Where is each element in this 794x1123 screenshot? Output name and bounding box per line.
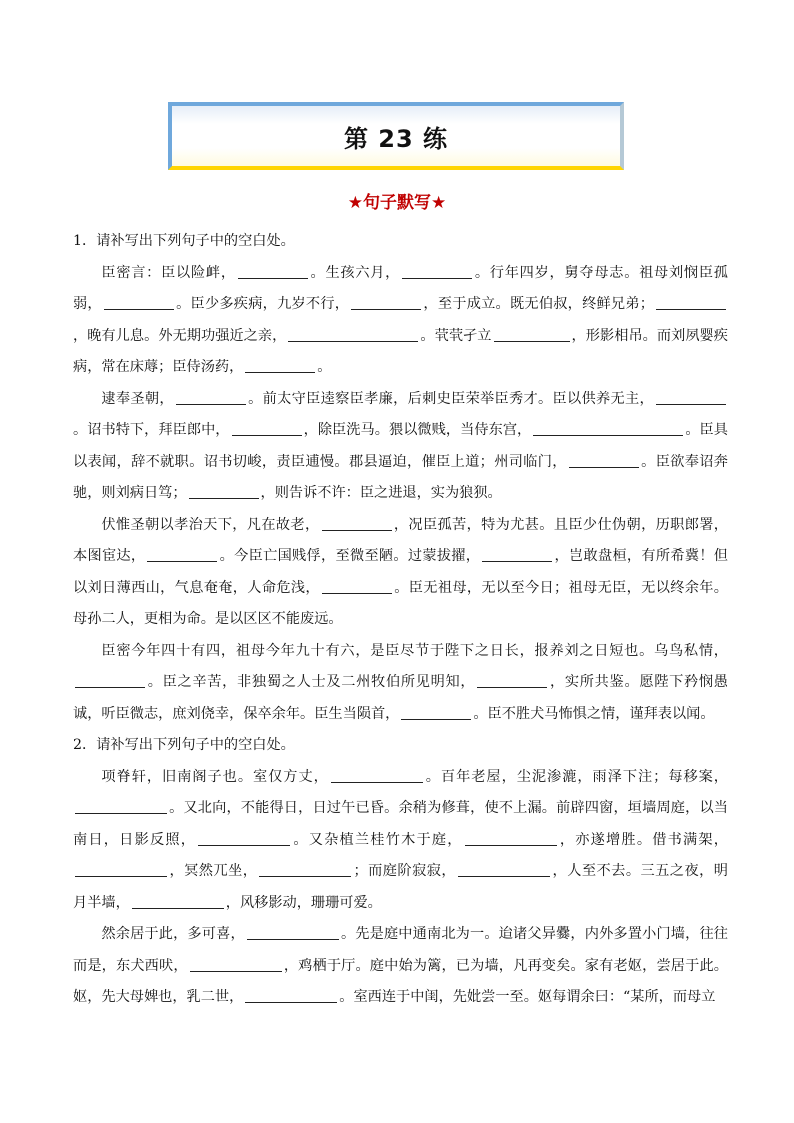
- q2-paragraph-1: [73, 762, 728, 920]
- text: 。前太守臣逵察臣孝廉，后刺史臣荣举臣秀才。臣以供养无主，: [247, 390, 654, 407]
- fill-blank[interactable]: [569, 452, 639, 468]
- text: ，鸡栖于厅。庭中始为篱，已为墙，凡再变矣。家有老妪，尝居于此。妪，先大母婢也，乳二世，: [73, 957, 728, 1005]
- fill-blank[interactable]: [238, 263, 308, 279]
- text: 项脊轩，旧南阁子也。室仅方丈，: [101, 768, 329, 785]
- text: 。生孩六月，: [309, 264, 401, 281]
- text: 逮奉圣朝，: [101, 390, 174, 407]
- text: 。茕茕孑立: [420, 327, 492, 344]
- text: 臣密今年四十有四，祖母今年九十有六，是臣尽节于陛下之日长，报养刘之日短也。乌鸟私情，: [101, 642, 728, 659]
- fill-blank[interactable]: [465, 830, 557, 846]
- text: 。又杂植兰桂竹木于庭，: [292, 831, 463, 848]
- fill-blank[interactable]: [198, 830, 290, 846]
- text: ，至于成立。既无伯叔，终鲜兄弟；: [423, 296, 654, 312]
- page-title: 第 23 练: [343, 124, 449, 153]
- fill-blank[interactable]: [322, 578, 392, 594]
- text: 。臣无祖母，无以至今日；祖母无臣，无以终余年。母孙二人，更相为命。是以区区不能废远。: [73, 579, 728, 627]
- fill-blank[interactable]: [533, 420, 683, 436]
- exercise-content: [73, 226, 728, 1014]
- text: ，除臣洗马。猥以微贱，当侍东宫，: [303, 422, 532, 438]
- fill-blank[interactable]: [656, 389, 726, 405]
- fill-blank[interactable]: [494, 326, 570, 342]
- section-title: ★句子默写★: [347, 193, 447, 213]
- text: 。室西连于中闺，先妣尝一至。妪每谓余曰：“某所，而母立: [339, 989, 716, 1005]
- fill-blank[interactable]: [245, 987, 337, 1003]
- fill-blank[interactable]: [75, 798, 167, 814]
- text: ，岂敢盘桓，有所希冀！但以刘日薄西山，气息奄奄，人命危浅，: [73, 548, 728, 596]
- fill-blank[interactable]: [176, 389, 246, 405]
- text: 然余居于此，多可喜，: [101, 926, 245, 942]
- text: ，亦遂增胜。借书满架，: [558, 831, 728, 848]
- fill-blank[interactable]: [75, 672, 145, 688]
- fill-blank[interactable]: [75, 861, 167, 877]
- fill-blank[interactable]: [322, 515, 392, 531]
- text: 。臣不胜犬马怖惧之情，谨拜表以闻。: [473, 705, 715, 722]
- fill-blank[interactable]: [190, 956, 282, 972]
- fill-blank[interactable]: [482, 546, 552, 562]
- text: ；而庭阶寂寂，: [353, 863, 457, 879]
- fill-blank[interactable]: [656, 294, 726, 310]
- fill-blank[interactable]: [331, 767, 423, 783]
- fill-blank[interactable]: [477, 672, 547, 688]
- fill-blank[interactable]: [402, 263, 472, 279]
- text: ，形影相吊。而刘夙婴疾病，常在床蓐；臣侍汤药，: [73, 327, 728, 375]
- q1-paragraph-2: [73, 384, 728, 510]
- fill-blank[interactable]: [104, 294, 174, 310]
- fill-blank[interactable]: [458, 861, 550, 877]
- fill-blank[interactable]: [132, 893, 224, 909]
- text: ，则告诉不许：臣之进退，实为狼狈。: [260, 485, 502, 501]
- fill-blank[interactable]: [232, 420, 302, 436]
- text: 。又北向，不能得日，日过午已昏。余稍为修葺，使不上漏。前辟四窗，垣墙周庭，以当南日，日影反照，: [73, 800, 728, 848]
- fill-blank[interactable]: [189, 483, 259, 499]
- text: 臣密言：臣以险衅，: [101, 264, 236, 281]
- fill-blank[interactable]: [401, 704, 471, 720]
- fill-blank[interactable]: [147, 546, 217, 562]
- fill-blank[interactable]: [245, 357, 315, 373]
- question-1-prompt: 1．请补写出下列句子中的空白处。: [73, 233, 295, 249]
- text: 。百年老屋，尘泥渗漉，雨泽下注；每移案，: [424, 768, 728, 785]
- question-2-prompt: 2．请补写出下列句子中的空白处。: [73, 737, 295, 753]
- fill-blank[interactable]: [247, 924, 339, 940]
- fill-blank[interactable]: [288, 326, 418, 342]
- text: 。臣欲奉诏奔驰，则刘病日笃；: [73, 453, 728, 501]
- title-box: [168, 102, 624, 170]
- text: 。臣少多疾病，九岁不行，: [175, 296, 350, 312]
- text: 。诏书特下，拜臣郎中，: [73, 422, 230, 438]
- text: 。臣具以表闻，辞不就职。诏书切峻，责臣逋慢。郡县逼迫，催臣上道；州司临门，: [73, 422, 728, 470]
- text: ，况臣孤苦，特为尤甚。且臣少仕伪朝，历职郎署，本图宦达，: [73, 516, 728, 564]
- q1-paragraph-3: [73, 510, 728, 636]
- q2-paragraph-2: [73, 919, 728, 1014]
- text: ，实所共鉴。愿陛下矜悯愚诚，听臣微志，庶刘侥幸，保卒余年。臣生当陨首，: [73, 674, 728, 722]
- text: ，人至不去。三五之夜，明月半墙，: [73, 863, 728, 911]
- text: 伏惟圣朝以孝治天下，凡在故老，: [101, 516, 320, 533]
- text: 。: [317, 359, 332, 375]
- text: 。臣之辛苦，非独蜀之人士及二州牧伯所见明知，: [147, 674, 476, 690]
- text: ，冥然兀坐，: [169, 863, 258, 879]
- text: ，风移影动，珊珊可爱。: [225, 894, 382, 911]
- text: 。先是庭中通南北为一。迨诸父异爨，内外多置小门墙，往往而是，东犬西吠，: [73, 926, 728, 974]
- text: 。行年四岁，舅夺母志。祖母刘悯臣孤弱，: [73, 264, 728, 312]
- text: ，晚有儿息。外无期功强近之亲，: [73, 327, 287, 344]
- text: 。今臣亡国贱俘，至微至陋。过蒙拔擢，: [219, 548, 481, 564]
- q1-paragraph-4: [73, 636, 728, 731]
- fill-blank[interactable]: [259, 861, 351, 877]
- q1-paragraph-1: [73, 258, 728, 384]
- fill-blank[interactable]: [351, 294, 421, 310]
